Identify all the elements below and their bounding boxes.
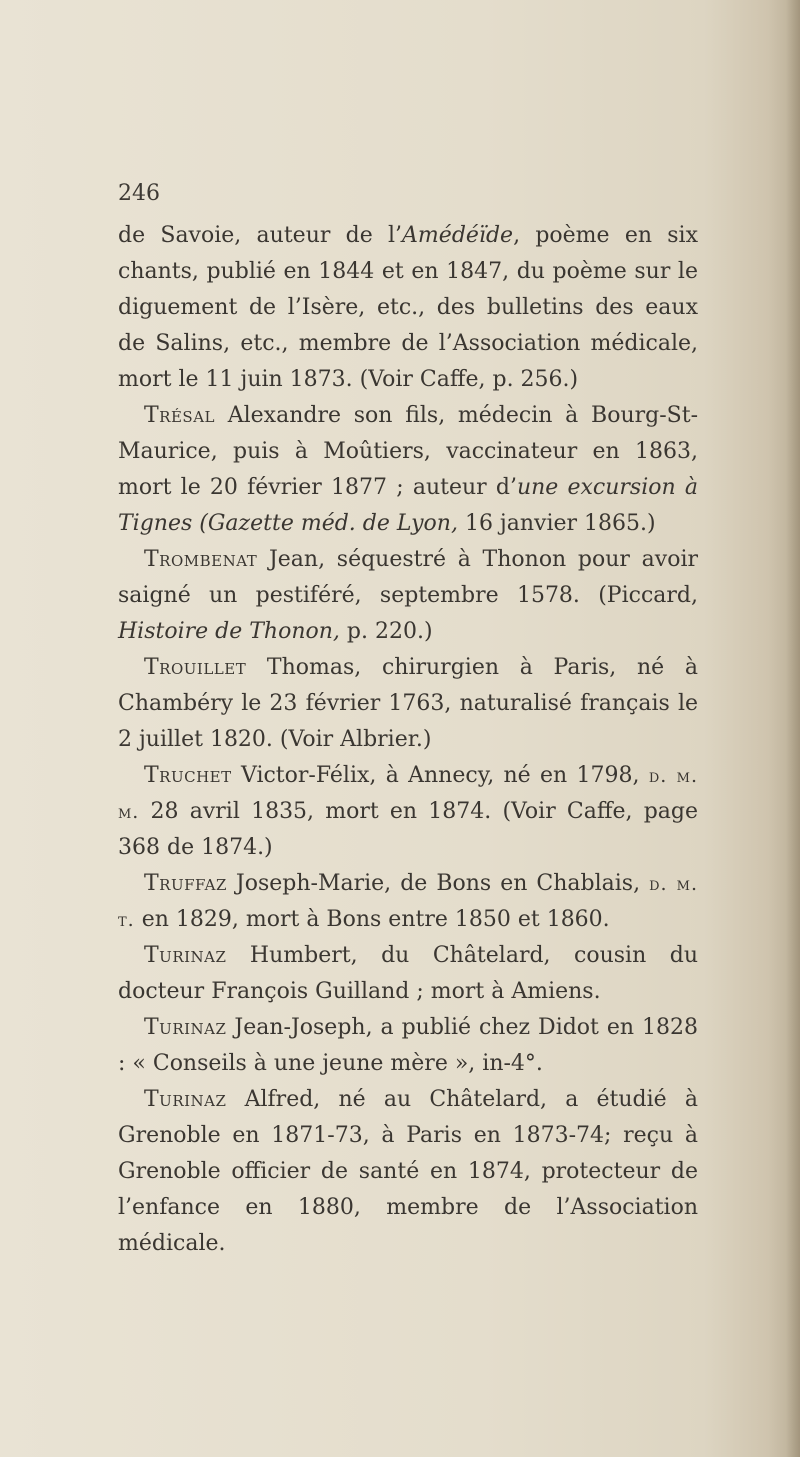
entry-text-1: Joseph-Marie, de Bons en Chablais, [226, 871, 650, 896]
intro-text-2: , poème en six chants, publié en 1844 et en 1847, du poème sur le diguement de l’Isère, etc., des bulletins des eaux de Salins, etc., membre de l’Association médicale, mort le 11 juin 1873. (Voir Caffe, p. 256.) [118, 223, 699, 392]
entry-text-2: p. 220.) [339, 619, 433, 644]
entry-work-title: une excursion à Tignes (Gazette méd. de Lyon, [118, 475, 698, 536]
entry-turinaz-alfred [118, 1082, 698, 1262]
entry-text-1: Humbert, du Châtelard, cousin du docteur François Guilland ; mort à Amiens. [118, 943, 698, 1004]
entry-text-2: 28 avril 1835, mort en 1874. (Voir Caffe, page 368 de 1874.) [118, 799, 698, 860]
page-gutter-shadow [786, 0, 800, 1457]
intro-work-title: Amédéïde [402, 223, 514, 248]
entry-text-2: 16 janvier 1865.) [457, 511, 656, 536]
entry-abbreviation: d. m. t. [118, 873, 699, 931]
entry-turinaz-jean-joseph [118, 1010, 698, 1082]
entry-text-1: Alfred, né au Châtelard, a étudié à Grenoble en 1871-73, à Paris en 1873-74; reçu à Grenoble officier de santé en 1874, protecteur de l’enfance en 1880, membre de l’Association médicale. [118, 1087, 698, 1256]
page-number: 246 [118, 181, 160, 206]
entry-text-2: en 1829, mort à Bons entre 1850 et 1860. [134, 907, 610, 932]
entry-name: Truchet [144, 763, 232, 788]
entry-turinaz-humbert [118, 938, 698, 1010]
entry-text-1: Thomas, chirurgien à Paris, né à Chambéry le 23 février 1763, naturalisé français le 2 juillet 1820. (Voir Albrier.) [118, 655, 698, 752]
entry-tresal [118, 398, 698, 542]
entry-work-title: Histoire de Thonon, [118, 619, 340, 644]
entry-trouillet [118, 650, 698, 758]
text-block [118, 218, 698, 1262]
entry-name: Truffaz [144, 871, 227, 896]
entry-name: Trombenat [144, 547, 258, 572]
entry-text-1: Jean-Joseph, a publié chez Didot en 1828 : « Conseils à une jeune mère », in-4°. [118, 1015, 698, 1076]
entry-name: Trésal [144, 403, 215, 428]
entry-name: Trouillet [144, 655, 247, 680]
entry-abbreviation: d. m. m. [118, 765, 698, 823]
entry-truchet [118, 758, 698, 866]
intro-paragraph [118, 218, 698, 398]
entry-text-1: Victor-Félix, à Annecy, né en 1798, [231, 763, 649, 788]
entry-name: Turinaz [144, 1015, 227, 1040]
entry-text-1: Alexandre son fils, médecin à Bourg-St-Maurice, puis à Moûtiers, vaccinateur en 1863, mort le 20 février 1877 ; auteur d’ [118, 403, 698, 500]
entry-truffaz [118, 866, 698, 938]
intro-text-1: de Savoie, auteur de l’ [118, 223, 403, 248]
entry-text-1: Jean, séquestré à Thonon pour avoir saigné un pestiféré, septembre 1578. (Piccard, [118, 547, 698, 608]
entry-name: Turinaz [144, 943, 227, 968]
entry-trombenat [118, 542, 698, 650]
entry-name: Turinaz [144, 1087, 227, 1112]
